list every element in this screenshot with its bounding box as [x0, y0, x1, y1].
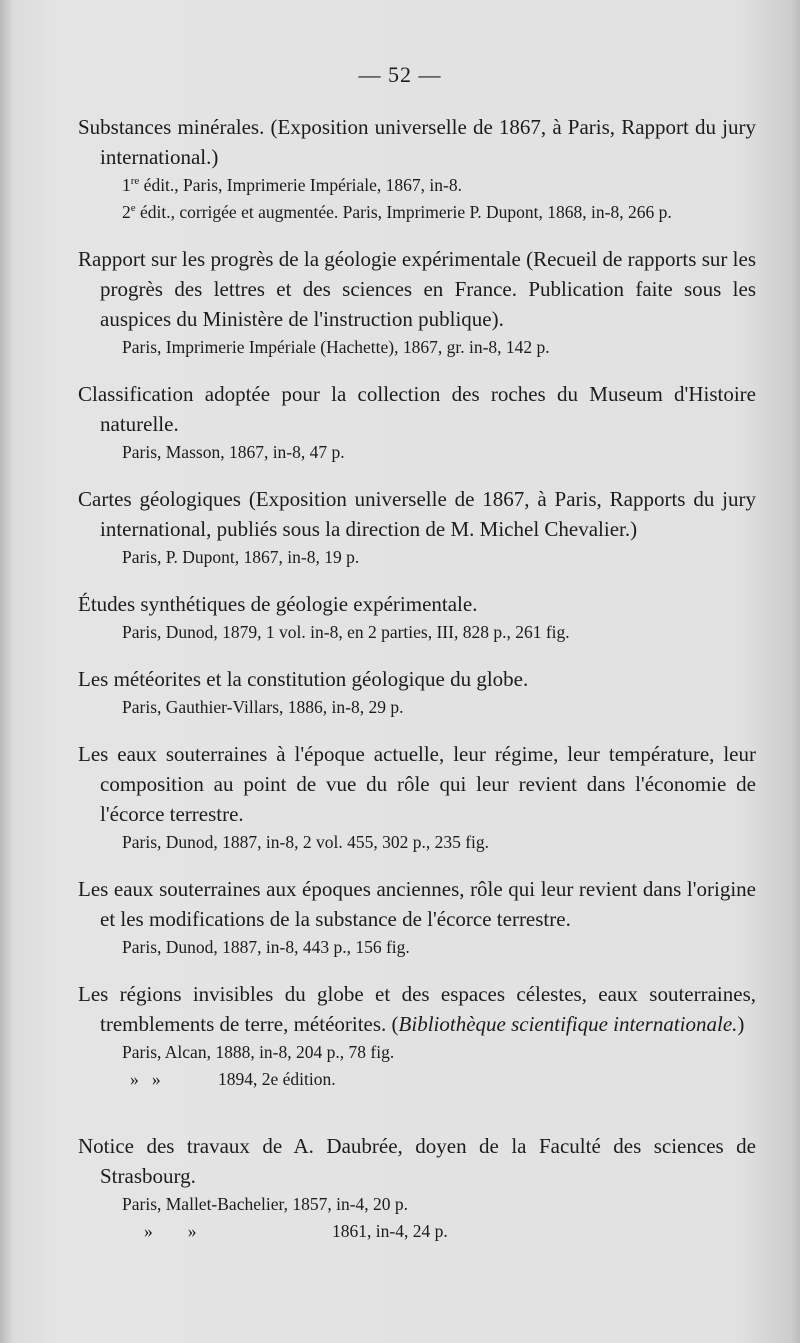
entry-title: Les régions invisibles du globe et des espaces célestes, eaux souterraines, tremblements de terre, météorites. (Bibliothèque scientifique internationale.) — [78, 982, 756, 1036]
bibliography-entry — [78, 739, 756, 856]
bibliography-entry — [78, 874, 756, 961]
page-number: — 52 — — [358, 62, 442, 87]
entry-title: Classification adoptée pour la collection des roches du Museum d'Histoire naturelle. — [78, 382, 756, 436]
entry-publication: Paris, Dunod, 1879, 1 vol. in-8, en 2 parties, III, 828 p., 261 fig. — [122, 622, 570, 642]
entry-title: Notice des travaux de A. Daubrée, doyen de la Faculté des sciences de Strasbourg. — [78, 1134, 756, 1188]
bibliography-entry — [78, 244, 756, 361]
entry-publication: Paris, Gauthier-Villars, 1886, in-8, 29 p. — [122, 697, 404, 717]
bibliography-entry — [78, 379, 756, 466]
bibliography-entry — [78, 979, 756, 1093]
entry-publication: Paris, Dunod, 1887, in-8, 443 p., 156 fig. — [122, 937, 410, 957]
entry-title: Les météorites et la constitution géologique du globe. — [78, 667, 529, 691]
entry-title: Cartes géologiques (Exposition universelle de 1867, à Paris, Rapports du jury international, publiés sous la direction de M. Michel Chevalier.) — [78, 487, 756, 541]
entry-title: Les eaux souterraines à l'époque actuelle, leur régime, leur température, leur composition au point de vue du rôle qui leur revient dans l'économie de l'écorce terrestre. — [78, 742, 756, 826]
entry-publication-ditto: » » 1861, in-4, 24 p. — [144, 1221, 448, 1241]
entry-publication: 1re édit., Paris, Imprimerie Impériale, 1867, in-8. — [122, 175, 462, 195]
bibliography-entry — [78, 589, 756, 646]
entry-publication: 2e édit., corrigée et augmentée. Paris, Imprimerie P. Dupont, 1868, in-8, 266 p. — [122, 202, 672, 222]
bibliography-entry — [78, 1131, 756, 1245]
entry-title: Études synthétiques de géologie expérimentale. — [78, 592, 478, 616]
entry-publication: Paris, Mallet-Bachelier, 1857, in-4, 20 p. — [122, 1194, 409, 1214]
bibliography-entry — [78, 664, 756, 721]
bibliography-entry — [78, 484, 756, 571]
series-title: Bibliothèque scientifique internationale. — [398, 1012, 738, 1036]
entry-title: Les eaux souterraines aux époques anciennes, rôle qui leur revient dans l'origine et les modifications de la substance de l'écorce terrestre. — [78, 877, 756, 931]
entry-publication: Paris, Masson, 1867, in-8, 47 p. — [122, 442, 345, 462]
entry-title: Substances minérales. (Exposition universelle de 1867, à Paris, Rapport du jury international.) — [78, 115, 756, 169]
entry-publication-ditto: » » 1894, 2e édition. — [130, 1069, 336, 1089]
entry-publication: Paris, Imprimerie Impériale (Hachette), 1867, gr. in-8, 142 p. — [122, 337, 550, 357]
entry-publication: Paris, Dunod, 1887, in-8, 2 vol. 455, 302 p., 235 fig. — [122, 832, 490, 852]
entry-publication: Paris, P. Dupont, 1867, in-8, 19 p. — [122, 547, 360, 567]
entry-publication: Paris, Alcan, 1888, in-8, 204 p., 78 fig. — [122, 1042, 395, 1062]
entry-title: Rapport sur les progrès de la géologie expérimentale (Recueil de rapports sur les progrès des lettres et des sciences en France. Publication faite sous les auspices du Ministère de l'instruction publique). — [78, 247, 756, 331]
bibliography-entry — [78, 112, 756, 226]
bibliography-list — [78, 112, 756, 1263]
